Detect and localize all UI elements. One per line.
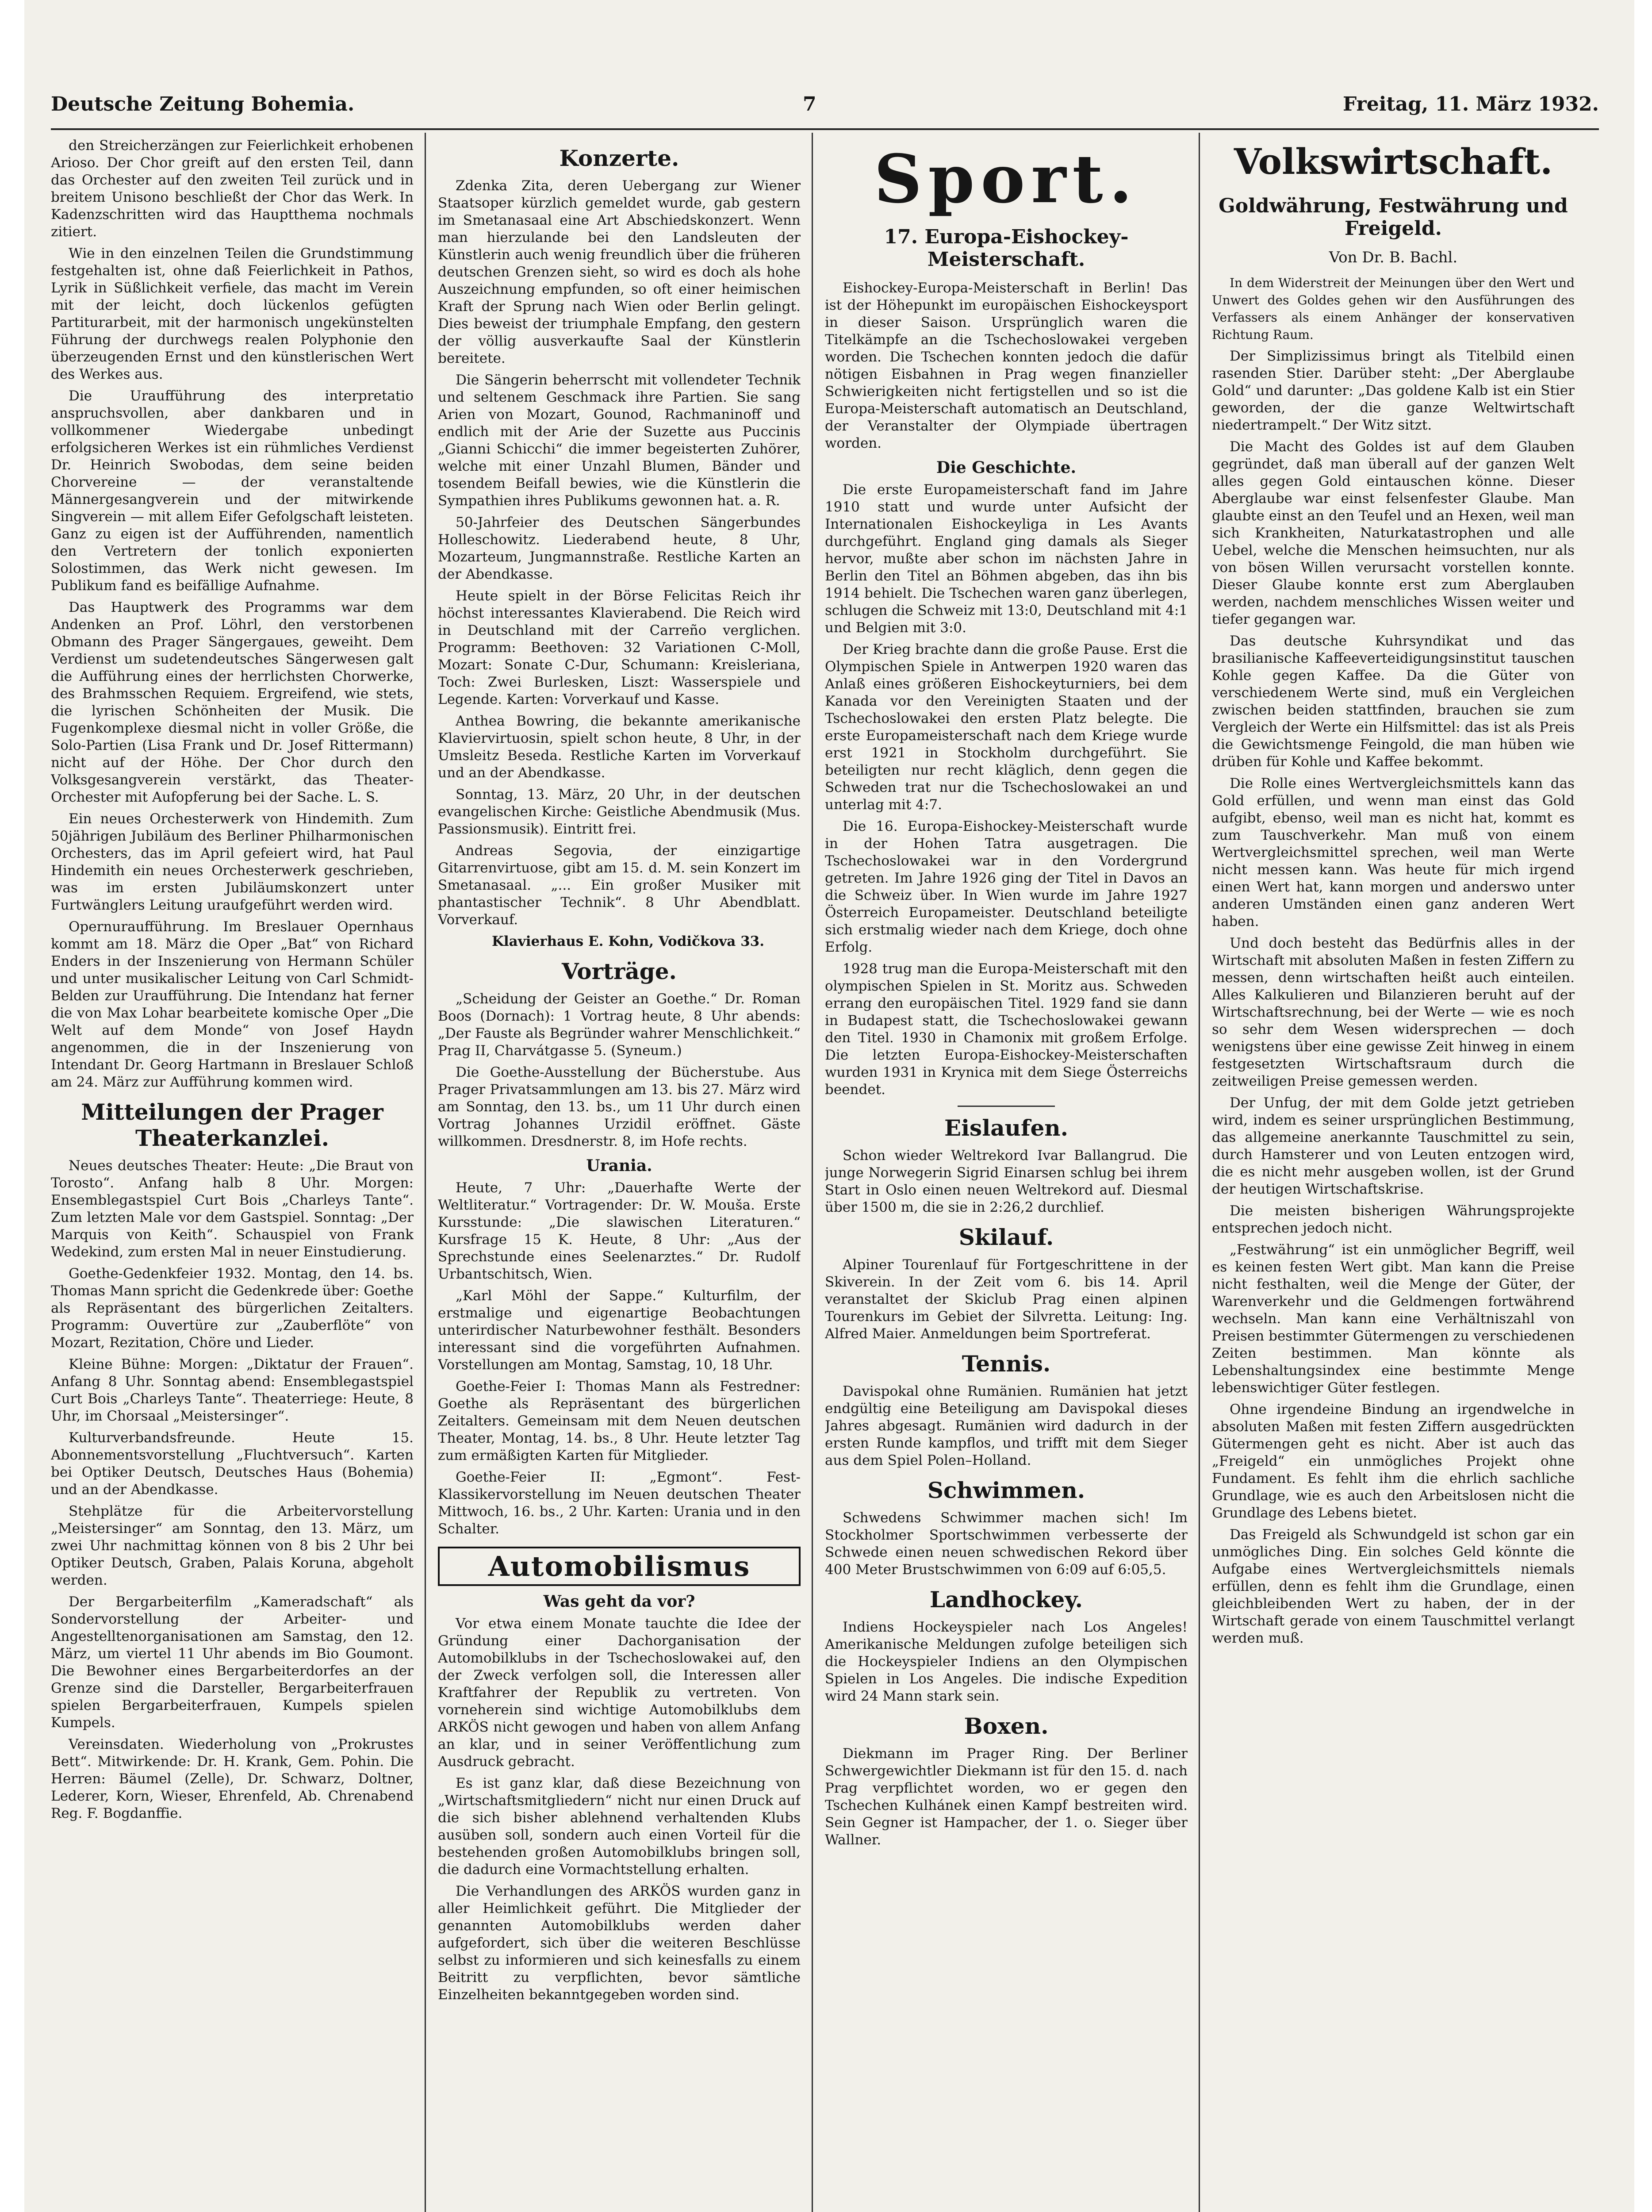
article-paragraph: Diekmann im Prager Ring. Der Berliner Schwergewichtler Diekmann ist für den 15. d. nach Prag verpflichtet worden, wo er gegen den Tschechen Kulhánek einen Kampf bestreiten wird. Sein Gegner ist Hampacher, der 1. o. Sieger über Wallner.: [825, 1746, 1188, 1848]
article-paragraph: Anthea Bowring, die bekannte amerikanische Klaviervirtuosin, spielt schon heute, 8 Uhr, in der Umsleitz Beseda. Restliche Karten im Vorverkauf und an der Abendkasse.: [438, 713, 801, 781]
article-paragraph: Die Verhandlungen des ARKÖS wurden ganz in aller Heimlichkeit geführt. Die Mitglieder der genannten Automobilklubs werden daher aufgefordert, sich über die weiteren Beschlüsse selbst zu informieren und sich keinesfalls zu einem Beitritt zu verpflichten, bevor sämtliche Einzelheiten bekanntgegeben worden sind.: [438, 1883, 801, 2003]
subheading: Die Geschichte.: [936, 458, 1077, 477]
article-lead: In dem Widerstreit der Meinungen über den Wert und Unwert des Goldes gehen wir den Ausführungen des Verfassers als einem Anhänger der konservativen Richtung Raum.: [1212, 276, 1575, 342]
article-paragraph: Alpiner Tourenlauf für Fortgeschrittene in der Skiverein. In der Zeit vom 6. bis 14. April veranstaltet der Skiclub Prag einen alpinen Tourenkurs im Gebiet der Silvretta. Leitung: Ing. Alfred Maier. Anmeldungen beim Sportreferat.: [825, 1257, 1188, 1342]
article-headline: 17. Europa-Eishockey-Meisterschaft.: [884, 226, 1129, 271]
article-headline: Was geht da vor?: [543, 1592, 695, 1611]
article-paragraph: Die Rolle eines Wertvergleichsmittels kann das Gold erfüllen, und wenn man einst das Gold aufgibt, ebenso, weil man es nicht hat, kommt es zum Tauschverkehr. Man muß von einem Wertvergleichsmittel sprechen, weil man Werte nicht messen kann. Was heute für mich irgend einen Wert hat, kann morgen und anderswo unter anderen Umständen einen ganz anderen Wert haben.: [1212, 776, 1575, 929]
article-paragraph: „Karl Möhl der Sappe.“ Kulturfilm, der erstmalige und eigenartige Beobachtungen unterirdischer Naturbewohner festhält. Besonders interessant sind die vorgeführten Aufnahmen. Vorstellungen am Montag, Samstag, 10, 18 Uhr.: [438, 1288, 801, 1373]
article-paragraph: Indiens Hockeyspieler nach Los Angeles! Amerikanische Meldungen zufolge beteiligen sich die Hockeyspieler Indiens an den Olympischen Spielen in Los Angeles. Die indische Expedition wird 24 Mann stark sein.: [825, 1619, 1188, 1704]
article-paragraph: Heute, 7 Uhr: „Dauerhafte Werte der Weltliteratur.“ Vortragender: Dr. W. Mouša. Erste Kursstunde: „Die slawischen Literaturen.“ Kursfrage 15 K. Heute, 8 Uhr: „Aus der Sprechstunde eines Seelenarztes.“ Dr. Rudolf Urbantschitsch, Wien.: [438, 1180, 801, 1282]
newspaper-title: Deutsche Zeitung Bohemia.: [51, 93, 355, 115]
article-paragraph: Die meisten bisherigen Währungsprojekte entsprechen jedoch nicht.: [1212, 1203, 1575, 1236]
section-heading-boxen: Boxen.: [964, 1713, 1049, 1739]
article-paragraph: Opernuraufführung. Im Breslauer Opernhaus kommt am 18. März die Oper „Bat“ von Richard Enders in der Inszenierung von Hermann Schüler und unter musikalischer Leitung von Carl Schmidt-Belden zur Uraufführung. Die Intendanz hat ferner die von Max Lohar bearbeitete komische Oper „Die Welt auf dem Monde“ von Josef Haydn angenommen, die in der Inszenierung von Intendant Dr. Georg Hartmann in Breslauer Schloß am 24. März zur Aufführung kommen wird.: [51, 919, 414, 1090]
section-heading-schwimmen: Schwimmen.: [927, 1477, 1085, 1503]
article-paragraph: Eishockey-Europa-Meisterschaft in Berlin! Das ist der Höhepunkt im europäischen Eishockeysport in dieser Saison. Ursprünglich waren die Titelkämpfe an die Tschechoslowakei vergeben worden. Die Tschechen konnten jedoch die dafür nötigen Eisbahnen in Prag wegen finanzieller Schwierigkeiten nicht fertigstellen und so ist die Europa-Meisterschaft automatisch an Deutschland, der Veranstalter der Olympiade übertragen worden.: [825, 280, 1188, 451]
article-paragraph: Der Krieg brachte dann die große Pause. Erst die Olympischen Spiele in Antwerpen 1920 waren das Anlaß eines größeren Eishockeyturniers, bei dem Kanada vor den Vereinigten Staaten und der Tschechoslowakei den ersten Platz belegte. Die erste Europameisterschaft nach dem Kriege wurde erst 1921 in Stockholm durchgeführt. Sie beteiligten nur recht kläglich, denn gegen die Schweden trat nur die Tschechoslowakei an und unterlag mit 4:7.: [825, 641, 1188, 813]
column-4: [1212, 137, 1575, 2212]
article-paragraph: Goethe-Gedenkfeier 1932. Montag, den 14. bs. Thomas Mann spricht die Gedenkrede über: Goethe als Repräsentant des bürgerlichen Zeitalters. Programm: Ouvertüre zur „Zauberflöte“ von Mozart, Rezitation, Chöre und Lieder.: [51, 1266, 414, 1351]
column-1: [51, 137, 414, 2212]
article-paragraph: Goethe-Feier I: Thomas Mann als Festredner: Goethe als Repräsentant des bürgerlichen Zeitalters. Gemeinsam mit dem Neuen deutschen Theater, Montag, 14. bs., 8 Uhr. Heute letzter Tag zum ermäßigten Karten für Mitglieder.: [438, 1379, 801, 1463]
article-paragraph: Zdenka Zita, deren Uebergang zur Wiener Staatsoper kürzlich gemeldet wurde, gab gestern im Smetanasaal eine Art Abschiedskonzert. Wenn man hierzulande bei den Landsleuten der Künstlerin auch wenig freundlich über die früheren deutschen Grenzen sieht, so wird es doch als hohe Auszeichnung empfunden, so oft einer heimischen Kraft der Sprung nach Wien oder Berlin gelingt. Dies beweist der triumphale Empfang, den gestern der völlig ausverkaufte Saal der Künstlerin bereitete.: [438, 178, 801, 366]
section-heading-sport: Sport.: [874, 140, 1138, 218]
article-paragraph: Vor etwa einem Monate tauchte die Idee der Gründung einer Dachorganisation der Automobilklubs in der Tschechoslowakei auf, den der Zweck verfolgen soll, die Interessen aller Kraftfahrer der Republik zu vertreten. Von vorneherein sind wichtige Automobilklubs dem ARKÖS nicht gewogen und haben von allem Anfang an klar, und in seiner Veröffentlichung zum Ausdruck gebracht.: [438, 1616, 801, 1770]
column-divider: [425, 133, 426, 2212]
article-paragraph: Ohne irgendeine Bindung an irgendwelche in absoluten Maßen mit festen Ziffern ausgedrückten Gütermengen geht es nicht. Aber ist auch das „Freigeld“ ein unmögliches Projekt ohne Fundament. Es fehlt ihm die ehrlich sachliche Grundlage, wie es auch den Arbeitslosen nicht die Grundlage des Lebens bietet.: [1212, 1402, 1575, 1521]
column-3: [825, 137, 1188, 2212]
article-paragraph: Neues deutsches Theater: Heute: „Die Braut von Torosto“. Anfang halb 8 Uhr. Morgen: Ensemblegastspiel Curt Bois „Charleys Tante“. Zum letzten Male vor dem Gastspiel. Sonntag: „Der Marquis von Keith“. Schauspiel von Frank Wedekind, zum ersten Mal in neuer Einstudierung.: [51, 1158, 414, 1260]
article-headline: Goldwährung, Festwährung und Freigeld.: [1219, 195, 1568, 240]
article-paragraph: Der Unfug, der mit dem Golde jetzt getrieben wird, indem es seiner ursprünglichen Bestimmung, das allgemeine anerkannte Tauschmittel zu sein, durch Hamsterer und von Leuten entzogen wird, die es nicht mehr ausgeben wollen, ist der Grund der heutigen Wirtschaftskrise.: [1212, 1095, 1575, 1197]
article-paragraph: Heute spielt in der Börse Felicitas Reich ihr höchst interessantes Klavierabend. Die Reich wird in Deutschland mit der Carreño verglichen. Programm: Beethoven: 32 Variationen C-Moll, Mozart: Sonate C-Dur, Schumann: Kreisleriana, Toch: Zwei Burlesken, Liszt: Wasserspiele und Legende. Karten: Vorverkauf und Kasse.: [438, 588, 801, 707]
article-paragraph: Stehplätze für die Arbeitervorstellung „Meistersinger“ am Sonntag, den 13. März, um zwei Uhr nachmittag können von 8 bis 2 Uhr bei Optiker Deutsch, Graben, Palais Koruna, abgeholt werden.: [51, 1503, 414, 1588]
article-paragraph: „Scheidung der Geister an Goethe.“ Dr. Roman Boos (Dornach): 1 Vortrag heute, 8 Uhr abends: „Der Fauste als Begründer wahrer Menschlichkeit.“ Prag II, Charvátgasse 5. (Syneum.): [438, 991, 801, 1059]
article-paragraph: Die erste Europameisterschaft fand im Jahre 1910 statt und wurde unter Aufsicht der Internationalen Eishockeyliga in Les Avants durchgeführt. England ging damals als Sieger hervor, mußte aber schon im nächsten Jahre in Berlin den Titel an Böhmen abgeben, das ihn bis 1914 behielt. Die Tschechen waren ganz überlegen, schlugen die Schweiz mit 13:0, Deutschland mit 4:1 und Belgien mit 3:0.: [825, 482, 1188, 636]
page-number: 7: [803, 93, 816, 115]
article-paragraph: Das Freigeld als Schwundgeld ist schon gar ein unmögliches Ding. Ein solches Geld könnte die Aufgabe eines Wertvergleichsmittels niemals erfüllen, denn es fehlt ihm die Grundlage, einen gleichbleibenden Wert zu haben, der in der Wirtschaft gerade von einem Tauschmittel verlangt werden muß.: [1212, 1527, 1575, 1646]
article-paragraph: „Festwährung“ ist ein unmöglicher Begriff, weil es keinen festen Wert gibt. Man kann die Preise nicht festhalten, weil die Menge der Güter, der Warenverkehr und die Geldmengen fortwährend wechseln. Man kann eine Verhältniszahl von Preisen bestimmter Gütermengen zu verschiedenen Zeiten bestimmen. Man könnte als Lebenshaltungsindex eine bestimmte Menge lebenswichtiger Güter festlegen.: [1212, 1242, 1575, 1396]
article-paragraph: Das deutsche Kuhrsyndikat und das brasilianische Kaffeeverteidigungsinstitut tauschen Kohle gegen Kaffee. Da die Güter von verschiedenem Werte sind, muß ein Vergleichen zwischen beiden stattfinden, brauchen sie zum Vergleich der Werte ein Hilfsmittel: das ist als Preis die Gewichtsmenge Feingold, die man hüben wie drüben für Kohle und Kaffee bekommt.: [1212, 633, 1575, 770]
article-paragraph: Der Simplizissimus bringt als Titelbild einen rasenden Stier. Darüber steht: „Der Aberglaube Gold“ und darunter: „Das goldene Kalb ist ein Stier geworden, der die ganze Weltwirtschaft niedertrampelt.“ Der Witz sitzt.: [1212, 348, 1575, 433]
article-paragraph: 1928 trug man die Europa-Meisterschaft mit den olympischen Spielen in St. Moritz aus. Schweden errang den europäischen Titel. 1929 fand sie dann in Budapest statt, die Tschechoslowakei gewann den Titel. 1930 in Chamonix mit großem Erfolge. Die letzten Europa-Eishockey-Meisterschaften wurden 1931 in Krynica mit dem Siege Österreichs beendet.: [825, 961, 1188, 1098]
section-heading-eislaufen: Eislaufen.: [944, 1115, 1069, 1141]
article-paragraph: Kulturverbandsfreunde. Heute 15. Abonnementsvorstellung „Fluchtversuch“. Karten bei Optiker Deutsch, Deutsches Haus (Bohemia) und an der Abendkasse.: [51, 1430, 414, 1498]
section-heading-skilauf: Skilauf.: [958, 1224, 1054, 1250]
issue-date: Freitag, 11. März 1932.: [1343, 93, 1599, 115]
article-paragraph: Und doch besteht das Bedürfnis alles in der Wirtschaft mit absoluten Maßen in festen Ziffern zu messen, denn wirtschaften heißt auch einteilen. Alles Kalkulieren und Bilanzieren beruht auf der Wirtschaftsrechnung, bei der Werte — wie es noch so sehr dem Wesen widersprechen — doch wenigstens über eine gewisse Zeit hinweg in einem festgesetzten Wirtschaftsraum durch die zeitweiligen Preise gemessen werden.: [1212, 935, 1575, 1089]
article-paragraph: Goethe-Feier II: „Egmont“. Fest-Klassikervorstellung im Neuen deutschen Theater Mittwoch, 16. bs., 2 Uhr. Karten: Urania und in den Schalter.: [438, 1469, 801, 1537]
article-paragraph: den Streicherzängen zur Feierlichkeit erhobenen Arioso. Der Chor greift auf den ersten Teil, dann das Orchester auf den zweiten Teil zurück und in breitem Unisono beschließt der Chor das Werk. In Kadenzschritten wird das Hauptthema nochmals zitiert.: [51, 138, 414, 240]
section-heading-automobilismus: Automobilismus: [438, 1547, 801, 1586]
column-divider: [1199, 133, 1200, 2212]
column-2: [438, 137, 801, 2212]
article-paragraph: Es ist ganz klar, daß diese Bezeichnung von „Wirtschaftsmitgliedern“ nicht nur einen Druck auf die sich bisher ablehnend verhaltenden Klubs ausüben soll, sondern auch einen Vorteil für die bestehenden großen Automobilklubs bringen soll, die dadurch eine Vormachtstellung erhalten.: [438, 1775, 801, 1878]
section-heading-vortraege: Vorträge.: [562, 958, 677, 984]
section-heading-konzerte: Konzerte.: [559, 145, 679, 171]
article-paragraph: Die 16. Europa-Eishockey-Meisterschaft wurde in der Hohen Tatra ausgetragen. Die Tschechoslowakei war in den Vordergrund getreten. Im Jahre 1926 ging der Titel in Davos an die Schweiz über. In Wien wurde im Jahre 1927 Österreich Europameister. Deutschland beteiligte sich erstmalig wieder nach dem Kriege, doch ohne Erfolg.: [825, 818, 1188, 955]
header-rule: [51, 128, 1599, 130]
section-heading-theater: Mitteilungen der Prager Theaterkanzlei.: [81, 1099, 383, 1151]
section-rule: [958, 1106, 1055, 1107]
article-paragraph: Die Uraufführung des interpretatio anspruchsvollen, aber dankbaren und in vollkommener Wiedergabe unbedingt erfolgsicheren Werkes ist ein rühmliches Verdienst Dr. Heinrich Swobodas, dem seine beiden Chorvereine — der veranstaltende Männergesangverein und der mitwirkende Singverein — mit allem Eifer Gefolgschaft leisteten. Ganz zu eigen ist der Aufführenden, namentlich den Vertretern der tonlich exponierten Solostimmen, das Werk nicht gewesen. Im Publikum fand es beifällige Aufnahme.: [51, 388, 414, 594]
masthead: [51, 93, 1599, 124]
column-divider: [812, 133, 813, 2212]
article-paragraph: Schon wieder Weltrekord Ivar Ballangrud. Die junge Norwegerin Sigrid Einarsen schlug bei ihrem Start in Oslo einen neuen Weltrekord auf. Diesmal über 1500 m, die sie in 2:26,2 durchlief.: [825, 1148, 1188, 1215]
article-paragraph: Wie in den einzelnen Teilen die Grundstimmung festgehalten ist, ohne daß Feierlichkeit in Pathos, Lyrik in Süßlichkeit verfiele, das macht im Verein mit der leicht, doch lückenlos gefügten Partiturarbeit, mit der harmonisch ungekünstelten Führung der durchwegs realen Polyphonie den überzeugenden Ernst und den künstlerischen Wert des Werkes aus.: [51, 246, 414, 382]
article-paragraph: Andreas Segovia, der einzigartige Gitarrenvirtuose, gibt am 15. d. M. sein Konzert im Smetanasaal. „... Ein großer Musiker mit phantastischer Technik“. 8 Uhr Abendblatt. Vorverkauf.: [438, 843, 801, 928]
article-paragraph: Die Sängerin beherrscht mit vollendeter Technik und seltenem Geschmack ihre Partien. Sie sang Arien von Mozart, Gounod, Rachmaninoff und endlich mit der Arie der Suzette aus Puccinis „Gianni Schicchi“ die immer begeisterten Zuhörer, welche mit einer Unzahl Blumen, Bänder und tosendem Beifall bewies, wie die Künstlerin die Sympathien ihres Publikums gewonnen hat. a. R.: [438, 372, 801, 509]
article-paragraph: Der Bergarbeiterfilm „Kameradschaft“ als Sondervorstellung der Arbeiter- und Angestelltenorganisationen am Samstag, den 12. März, um viertel 11 Uhr abends im Bio Goumont. Die Bewohner eines Bergarbeiterdorfes an der Grenze sind die Darsteller, Bergarbeiterfrauen spielen Bergarbeiterfrauen, Kumpels spielen Kumpels.: [51, 1594, 414, 1731]
article-paragraph: Kleine Bühne: Morgen: „Diktatur der Frauen“. Anfang 8 Uhr. Sonntag abend: Ensemblegastspiel Curt Bois „Charleys Tante“. Theaterriege: Heute, 8 Uhr, im Chorsaal „Meistersinger“.: [51, 1356, 414, 1424]
newspaper-page: [24, 0, 1634, 2212]
article-author: Von Dr. B. Bachl.: [1329, 249, 1458, 266]
section-heading-tennis: Tennis.: [962, 1351, 1051, 1377]
article-paragraph: Davispokal ohne Rumänien. Rumänien hat jetzt endgültig eine Beteiligung am Davispokal dieses Jahres abgesagt. Rumänien wird dadurch in der ersten Runde kampflos, und trifft mit dem Sieger aus dem Spiel Polen–Holland.: [825, 1383, 1188, 1468]
section-heading-urania: Urania.: [586, 1156, 652, 1175]
article-paragraph: Vereinsdaten. Wiederholung von „Prokrustes Bett“. Mitwirkende: Dr. H. Krank, Gem. Pohin. Die Herren: Bäumel (Zelle), Dr. Schwarz, Doltner, Lederer, Korn, Wieser, Ehrenfeld, Ab. Chrenabend Reg. F. Bogdanffie.: [51, 1736, 414, 1821]
section-heading-landhockey: Landhockey.: [929, 1586, 1083, 1613]
article-paragraph: Sonntag, 13. März, 20 Uhr, in der deutschen evangelischen Kirche: Geistliche Abendmusik (Mus. Passionsmusik). Eintritt frei.: [438, 787, 801, 837]
article-paragraph: Schwedens Schwimmer machen sich! Im Stockholmer Sportschwimmen verbesserte der Schwede einen neuen schwedischen Rekord über 400 Meter Brustschwimmen von 6:09 auf 6:05,5.: [825, 1510, 1188, 1578]
article-paragraph: Die Macht des Goldes ist auf dem Glauben gegründet, daß man überall auf der ganzen Welt alles gegen Gold eintauschen könne. Dieser Aberglaube war einst felsenfester Glaube. Man glaubte einst an den Teufel und an Hexen, weil man sich Krankheiten, Naturkatastrophen und alle Uebel, welche die Menschen heimsuchten, nur als von bösen Willen verursacht vorstellen konnte. Dieser Glaube konnte erst zum Aberglauben werden, nachdem menschliches Wissen weiter und tiefer gegangen war.: [1212, 439, 1575, 627]
article-paragraph: Die Goethe-Ausstellung der Bücherstube. Aus Prager Privatsammlungen am 13. bis 27. März wird am Sonntag, den 13. bs., um 11 Uhr durch einen Vortrag Johannes Urzidil eröffnet. Gäste willkommen. Dresdnerstr. 8, im Hofe rechts.: [438, 1064, 801, 1149]
article-paragraph: Ein neues Orchesterwerk von Hindemith. Zum 50jährigen Jubiläum des Berliner Philharmonischen Orchesters, das im April gefeiert wird, hat Paul Hindemith ein neues Orchesterwerk geschrieben, was im ersten Jubiläumskonzert unter Furtwänglers Leitung uraufgeführt werden wird.: [51, 811, 414, 913]
article-paragraph: Das Hauptwerk des Programms war dem Andenken an Prof. Löhrl, den verstorbenen Obmann des Prager Sängergaues, geweiht. Dem Verdienst um sudetendeutsches Sängerwesen galt die Aufführung eines der herrlichsten Chorwerke, des Brahmsschen Requiem. Ergreifend, wie stets, die lyrischen Schönheiten der Musik. Die Fugenkomplexe diesmal nicht in voller Größe, die Solo-Partien (Lisa Frank und Dr. Josef Rittermann) nicht auf der Höhe. Der Chor durch den Volksgesangverein verstärkt, das Theater-Orchester mit Aufopferung bei der Sache. L. S.: [51, 599, 414, 805]
article-paragraph: 50-Jahrfeier des Deutschen Sängerbundes Holleschowitz. Liederabend heute, 8 Uhr, Mozarteum, Jungmannstraße. Restliche Karten an der Abendkasse.: [438, 515, 801, 582]
advertisement-line: Klavierhaus E. Kohn, Vodičkova 33.: [491, 933, 765, 949]
section-heading-volkswirtschaft: Volkswirtschaft.: [1234, 141, 1553, 182]
